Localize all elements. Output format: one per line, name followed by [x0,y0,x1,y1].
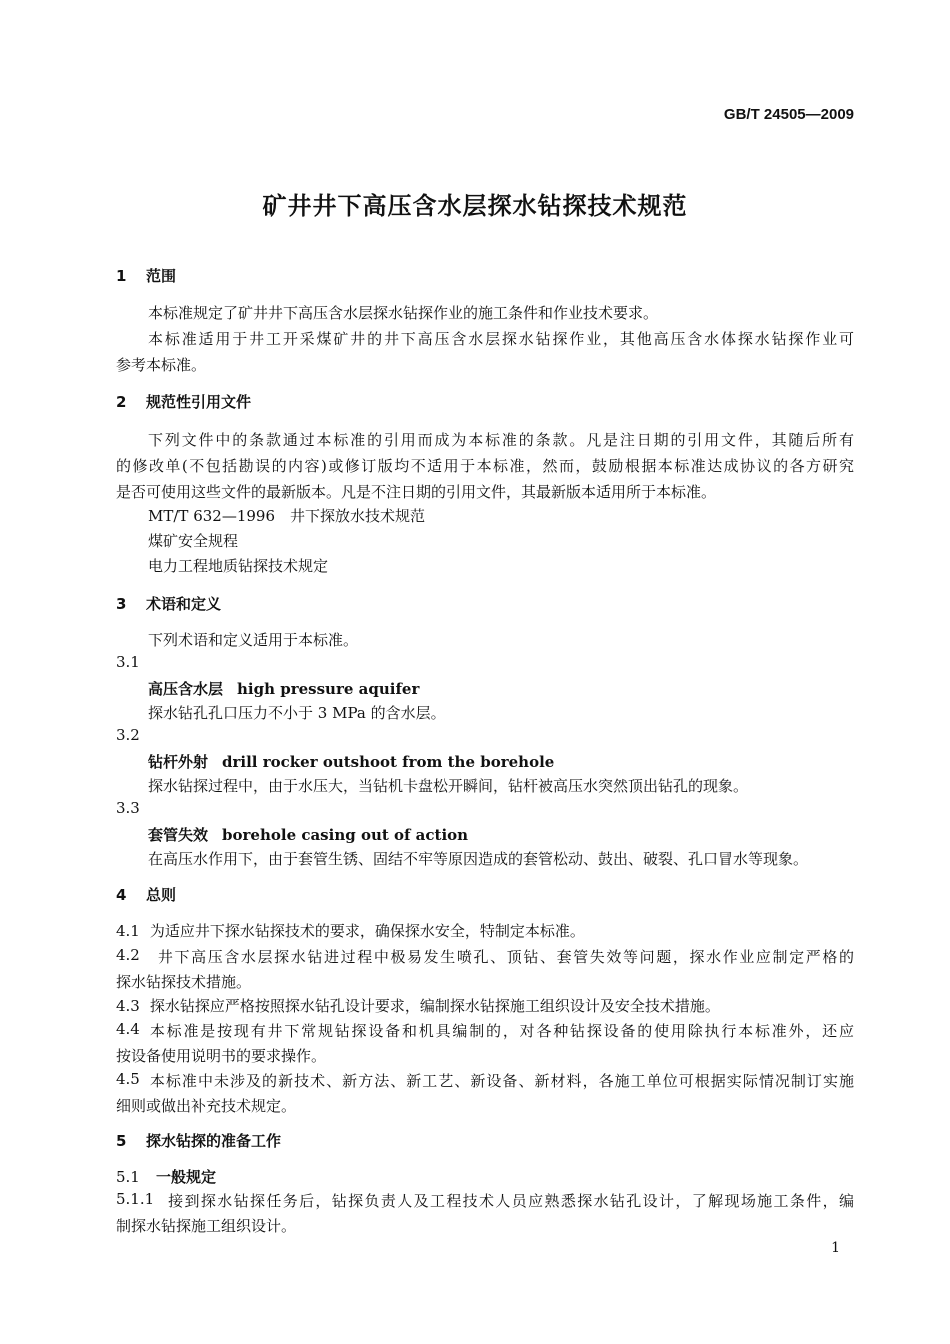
clause-number: 4.3 [116,997,140,1015]
term-chinese: 钻杆外射 [148,753,209,771]
term-number: 3.3 [116,799,140,817]
section-title: 总则 [146,886,177,904]
clause-continuation: 按设备使用说明书的要求操作。 [116,1047,327,1065]
term-english: borehole casing out of action [222,826,469,844]
section-number: 5 [116,1132,127,1150]
clause-text: 本标准是按现有井下常规钻探设备和机具编制的，对各种钻探设备的使用除执行本标准外，还应 [149,1022,854,1040]
clause [116,1190,854,1211]
subsection-title: 一般规定 [156,1168,217,1186]
section-title: 探水钻探的准备工作 [146,1132,282,1150]
term-chinese: 高压含水层 [148,680,224,698]
term-number: 3.2 [116,726,140,744]
term-number: 3.1 [116,653,140,671]
section-number: 2 [116,393,127,411]
section-5-heading [116,1130,281,1151]
clause [116,995,720,1016]
clause-number: 4.1 [116,922,140,940]
section-4-heading [116,884,176,905]
reference-item: 电力工程地质钻探技术规定 [148,557,329,575]
clause-text: 探水钻探应严格按照探水钻孔设计要求，编制探水钻探施工组织设计及安全技术措施。 [149,997,720,1015]
paragraph-continuation: 的修改单(不包括勘误的内容)或修订版均不适用于本标准，然而，鼓励根据本标准达成协议的各方研究 [116,457,854,475]
section-number: 4 [116,886,127,904]
standard-number: GB/T 24505—2009 [723,106,854,123]
clause-continuation: 细则或做出补充技术规定。 [116,1097,297,1115]
term-chinese: 套管失效 [148,826,209,844]
section-title: 术语和定义 [146,595,222,613]
section-number: 1 [116,267,127,285]
term-english: drill rocker outshoot from the borehole [222,753,555,771]
clause-text: 井下高压含水层探水钻进过程中极易发生喷孔、顶钻、套管失效等问题，探水作业应制定严格的 [157,948,854,966]
clause [116,1020,854,1041]
section-2-heading [116,391,251,412]
section-1-heading [116,265,176,286]
paragraph-continuation: 参考本标准。 [116,356,207,374]
section-number: 3 [116,595,127,613]
clause-number: 4.2 [116,946,140,964]
term-entry [148,678,419,699]
clause-number: 5.1.1 [116,1190,155,1208]
paragraph: 下列术语和定义适用于本标准。 [148,631,359,649]
subsection-heading [116,1166,216,1187]
term-entry [148,751,554,772]
paragraph: 本标准适用于井工开采煤矿井的井下高压含水层探水钻探作业，其他高压含水体探水钻探作业可 [148,330,854,348]
clause-text: 本标准中未涉及的新技术、新方法、新工艺、新设备、新材料，各施工单位可根据实际情况制订实施 [149,1072,854,1090]
reference-item: 煤矿安全规程 [148,532,239,550]
term-english: high pressure aquifer [237,680,420,698]
paragraph: 下列文件中的条款通过本标准的引用而成为本标准的条款。凡是注日期的引用文件，其随后所有 [148,431,854,449]
document-title: 矿井井下高压含水层探水钻探技术规范 [262,192,688,220]
term-entry [148,824,468,845]
paragraph: 本标准规定了矿井井下高压含水层探水钻探作业的施工条件和作业技术要求。 [148,304,659,322]
clause-number: 4.5 [116,1070,140,1088]
clause [116,946,854,967]
term-definition: 探水钻探过程中，由于水压大，当钻机卡盘松开瞬间，钻杆被高压水突然顶出钻孔的现象。 [148,777,749,795]
section-title: 规范性引用文件 [146,393,252,411]
clause-number: 4.4 [116,1020,140,1038]
reference-item: MT/T 632—1996 井下探放水技术规范 [148,507,425,525]
term-definition: 在高压水作用下，由于套管生锈、固结不牢等原因造成的套管松动、鼓出、破裂、孔口冒水等现象。 [148,850,809,868]
term-definition: 探水钻孔孔口压力不小于 3 MPa 的含水层。 [148,704,446,722]
clause-text: 接到探水钻探任务后，钻探负责人及工程技术人员应熟悉探水钻孔设计，了解现场施工条件，编 [168,1192,854,1210]
paragraph-continuation: 是否可使用这些文件的最新版本。凡是不注日期的引用文件，其最新版本适用所于本标准。 [116,483,717,501]
section-title: 范围 [146,267,177,285]
clause [116,1070,854,1091]
clause-continuation: 探水钻探技术措施。 [116,973,252,991]
subsection-number: 5.1 [116,1168,140,1186]
clause-text: 为适应井下探水钻探技术的要求，确保探水安全，特制定本标准。 [149,922,585,940]
page-number: 1 [831,1240,840,1256]
clause [116,920,585,941]
section-3-heading [116,593,221,614]
clause-continuation: 制探水钻探施工组织设计。 [116,1217,297,1235]
